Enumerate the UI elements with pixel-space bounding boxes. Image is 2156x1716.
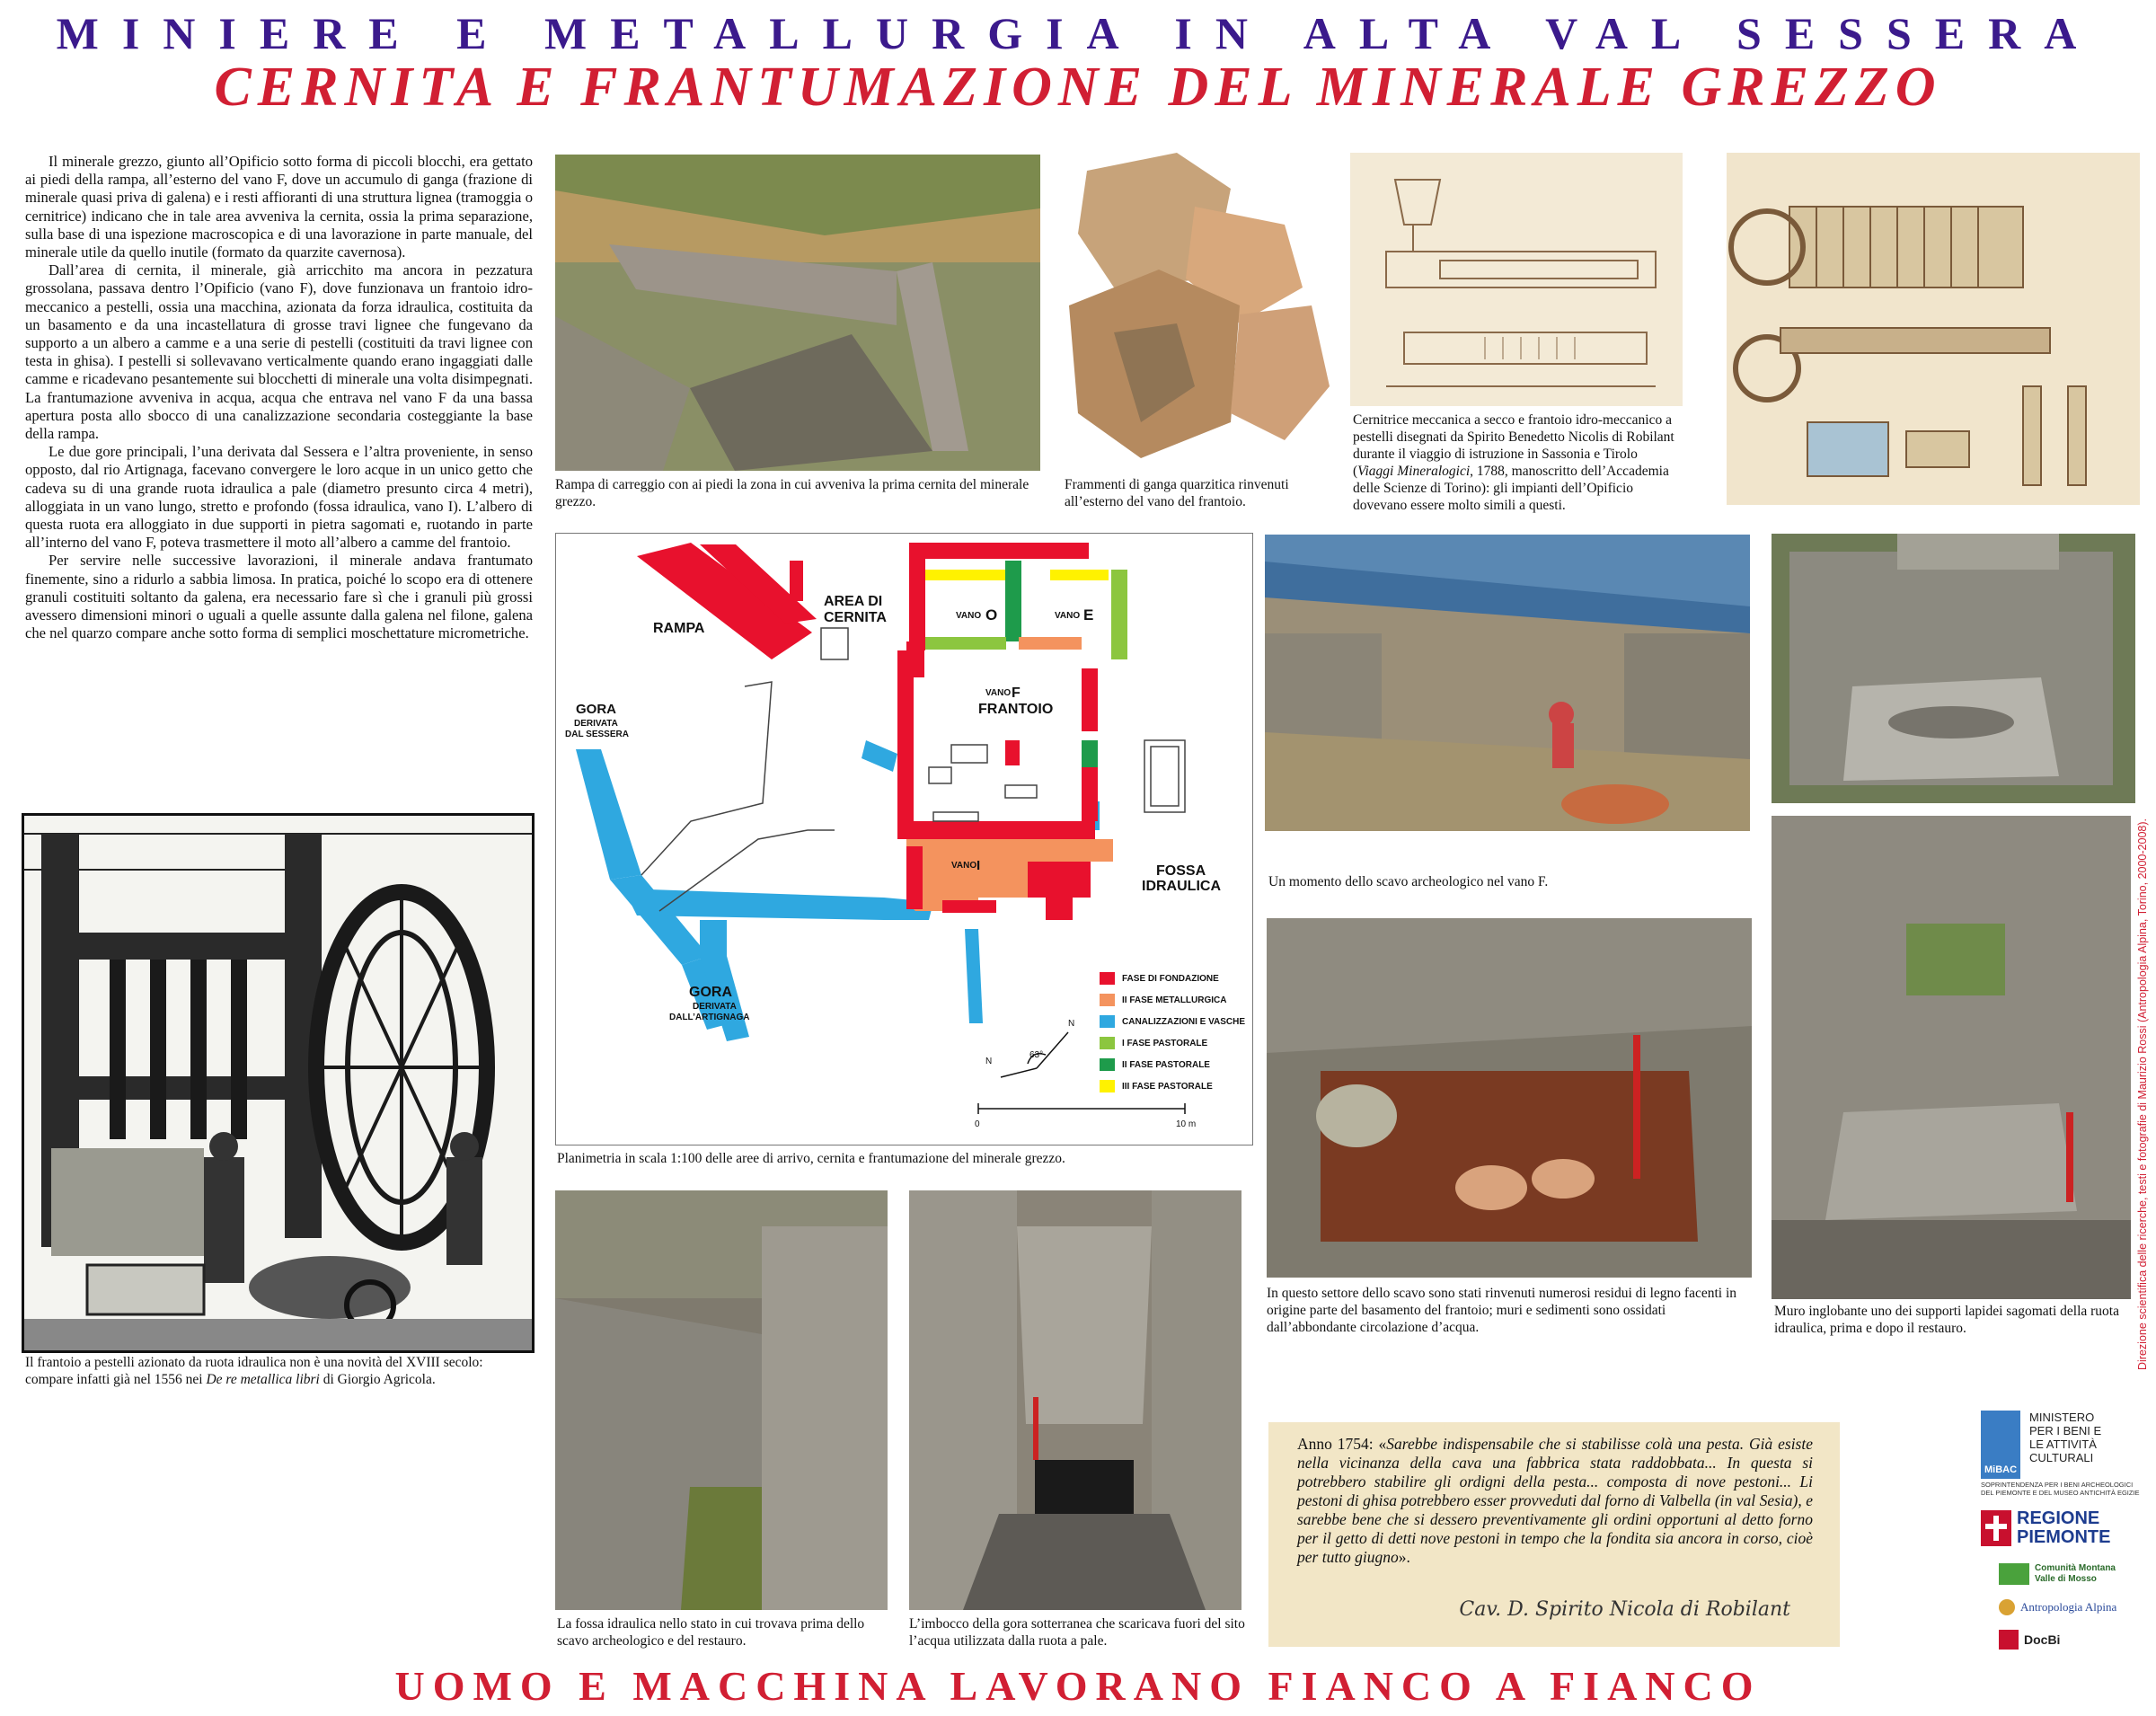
letter-quote-text xyxy=(1268,1422,1840,1567)
mibac-label: MiBAC xyxy=(1984,1464,2018,1475)
frantoio-drawing xyxy=(1727,153,2140,505)
label-gora-artignaga-sub: DALL’ARTIGNAGA xyxy=(669,1013,750,1022)
label-fossa-idraulica: FOSSA xyxy=(1156,863,1206,879)
legend-swatch xyxy=(1100,1037,1115,1049)
poster-title: MINIERE E METALLURGIA IN ALTA VAL SESSERA xyxy=(56,8,2100,58)
caption-settore: In questo settore dello scavo sono stati rinvenuti numerosi residui di legno facenti in origine parte del basamento del frantoio; muri e sedimenti sono ossidati dall’abbondante circolazione d’acqua. xyxy=(1267,1286,1737,1335)
body-paragraph: Le due gore principali, l’una derivata dal Sessera e l’altra proveniente, in senso opposto, dal rio Artignaga, facevano convergere le loro acque in un unico getto che cadeva su di una grande ruota idraulica a pale (diametro presunto circa 4 metri), alloggiata in un vano lungo, stretto e profondo (fossa idraulica, vano I). L’albero di questa ruota era alloggiato in due supporti in pietra sagomati e, ruotando in parte all’interno del vano F, poteva trasmettere il moto all’albero a camme del frantoio. xyxy=(25,443,533,552)
antropologia-alpina-logo xyxy=(1999,1599,2152,1615)
muro-before-photo xyxy=(1772,534,2135,803)
legend-label: CANALIZZAZIONI E VASCHE xyxy=(1122,1016,1246,1027)
rampa-photo xyxy=(555,155,1040,471)
legend-swatch xyxy=(1100,994,1115,1006)
caption-text: Cernitrice meccanica a secco e frantoio idro-meccanico a pestelli disegnati da Spirito Benedetto Nicolis di Robilant durante il viaggio di istruzione in Sassonia e Tirolo ( xyxy=(1353,412,1674,479)
credits-vertical xyxy=(2136,813,2156,1370)
body-text xyxy=(25,153,533,642)
planimetria-plan xyxy=(555,533,1253,1145)
mibac-mark xyxy=(1981,1411,2020,1479)
legend-label: II FASE METALLURGICA xyxy=(1122,995,1227,1005)
legend-label: III FASE PASTORALE xyxy=(1122,1081,1213,1092)
legend-item xyxy=(1100,1054,1252,1075)
gora-artignaga-canal xyxy=(623,889,884,920)
label-vano-e: E xyxy=(1083,606,1094,624)
docbi-text: DocBi xyxy=(2024,1632,2061,1647)
caption-muro: Muro inglobante uno dei supporti lapidei sagomati della ruota idraulica, prima e dopo il restauro. xyxy=(1774,1304,2119,1336)
legend-label: FASE DI FONDAZIONE xyxy=(1122,973,1219,984)
label-vano-f: F xyxy=(1012,686,1021,701)
label-vano-i: VANO xyxy=(951,861,977,871)
caption-italic: De re metallica libri xyxy=(206,1372,320,1387)
caption-imbocco: L’imbocco della gora sotterranea che scaricava fuori del sito l’acqua utilizzata dalla ruota a pale. xyxy=(909,1616,1245,1649)
caption-cernitrice xyxy=(1353,411,1681,514)
caption-rampa: Rampa di carreggio con ai piedi la zona in cui avveniva la prima cernita del minerale grezzo. xyxy=(555,477,1029,509)
ministero-text: LE ATTIVITÀ xyxy=(2029,1437,2097,1451)
letter-lead: Anno 1754: « xyxy=(1297,1435,1387,1453)
caption-text: Il frantoio a pestelli azionato da ruota idraulica non è una novità del XVIII secolo: compare infatti già nel 1556 nei xyxy=(25,1355,483,1387)
frammenti-photo xyxy=(1060,153,1330,469)
comunita-text: Comunità Montana xyxy=(2035,1563,2116,1573)
label-vano-e: VANO xyxy=(1055,611,1081,621)
label-fossa-idraulica: IDRAULICA xyxy=(1142,879,1221,894)
antropologia-text: Antropologia Alpina xyxy=(2020,1600,2117,1614)
legend-label: I FASE PASTORALE xyxy=(1122,1038,1208,1048)
fossa-idraulica-photo xyxy=(555,1190,888,1610)
north-magnetic-label: N xyxy=(985,1057,993,1066)
body-paragraph: Il minerale grezzo, giunto all’Opificio sotto forma di piccoli blocchi, era gettato ai piedi della rampa, all’esterno del vano F, dove un accumulo di ganga (frazione di minerale quasi priva di galena) e i resti affioranti di una struttura lignea (tramoggia o cernitrice) indicano che in tale area avveniva la cernita, ossia la prima separazione, sulla base di una ispezione macroscopica e di una lavorazione in parte manuale, del minerale utile da quello inutile (formato da quarzite cavernosa). xyxy=(25,153,533,261)
legend-item xyxy=(1100,968,1252,989)
regione-shield-icon xyxy=(1981,1510,2011,1546)
label-gora-artignaga-sub: DERIVATA xyxy=(693,1002,737,1012)
ministero-text: MINISTERO xyxy=(2029,1411,2095,1424)
comunita-mark xyxy=(1999,1563,2029,1585)
label-vano-f: VANO xyxy=(985,688,1012,698)
mibac-logo xyxy=(1981,1411,2152,1479)
body-paragraph: Dall’area di cernita, il minerale, già arricchito ma ancora in pezzatura grossolana, passava dentro l’Opificio (vano F), dove funzionava un frantoio idro-meccanico a pestelli, ossia una macchina, azionata da forza idraulica, costituita da un basamento e da una incastellatura di grosse travi lignee che fungevano da supporto a un albero a camme e a una serie di pestelli (costituiti da travi lignee con testa in ghisa). I pestelli si sollevavano verticalmente quando erano ingaggiati dalle camme e ricadevano pesantemente sui blocchetti di minerale una volta disimpegnati. La frantumazione avveniva in acqua, acqua che entrava nel vano F da una bassa apertura posta allo sbocco di una canalizzazione secondaria costeggiante la base della rampa. xyxy=(25,261,533,443)
caption-scavo-f: Un momento dello scavo archeologico nel vano F. xyxy=(1268,874,1549,889)
caption-frantoio xyxy=(25,1354,533,1388)
plan-legend xyxy=(1100,968,1252,1097)
docbi-logo xyxy=(1999,1630,2152,1650)
north-geographic-label: N xyxy=(1068,1019,1075,1029)
legend-swatch xyxy=(1100,1080,1115,1092)
label-gora-sessera-sub: DAL SESSERA xyxy=(565,730,629,739)
caption-frammenti: Frammenti di ganga quarzitica rinvenuti all’esterno del vano del frantoio. xyxy=(1065,477,1289,509)
legend-item xyxy=(1100,1075,1252,1097)
soprintendenza-text: SOPRINTENDENZA PER I BENI ARCHEOLOGICI DEL PIEMONTE E DEL MUSEO ANTICHITÀ EGIZIE xyxy=(1981,1481,2140,1497)
letter-signature: Cav. D. Spirito Nicola di Robilant xyxy=(1459,1598,1790,1621)
imbocco-gora-photo xyxy=(909,1190,1241,1610)
scavo-vano-f-photo xyxy=(1265,535,1750,831)
caption-planimetria: Planimetria in scala 1:100 delle aree di arrivo, cernita e frantumazione del minerale grezzo. xyxy=(557,1151,1065,1166)
legend-item xyxy=(1100,1032,1252,1054)
caption-text: , 1788, manoscritto dell’Accademia delle Scienze di Torino): gli impianti dell’Opificio dovevano essere molto simili a questi. xyxy=(1353,464,1669,513)
gora-sessera-canal xyxy=(610,875,709,965)
sponsor-logos xyxy=(1981,1411,2152,1650)
label-vano-o: O xyxy=(985,606,998,624)
label-gora-artignaga: GORA xyxy=(689,985,732,1000)
label-frantoio: FRANTOIO xyxy=(978,702,1054,717)
scale-label: 0 xyxy=(975,1119,980,1129)
legend-swatch xyxy=(1100,1015,1115,1028)
regione-piemonte-logo xyxy=(1981,1509,2152,1547)
label-area-cernita: CERNITA xyxy=(824,610,887,625)
label-vano-i: I xyxy=(976,858,981,873)
regione-text: REGIONE xyxy=(2017,1508,2100,1528)
scale-label: 10 m xyxy=(1176,1119,1197,1129)
label-area-cernita: AREA DI xyxy=(824,594,883,609)
muro-after-photo xyxy=(1772,816,2131,1299)
legend-item xyxy=(1100,1011,1252,1032)
woodcut-frantoio-image xyxy=(22,813,535,1353)
docbi-mark xyxy=(1999,1630,2019,1650)
body-paragraph: Per servire nelle successive lavorazioni, il minerale andava frantumato finemente, sino a ridurlo a sabbia limosa. In pratica, poiché lo scopo era di ottenere granuli costituiti soltanto da galena, era necessario fare sì che i granuli più grossi avessero dimensioni minori o uguali a quelle assunte dalla galena nel filone, galena che nel quarzo compare anche sotto forma di semplici moschettature micrometriche. xyxy=(25,552,533,642)
caption-fossa: La fossa idraulica nello stato in cui trovava prima dello scavo archeologico e del restauro. xyxy=(557,1616,865,1649)
ministero-text: PER I BENI E xyxy=(2029,1424,2102,1437)
credits-text: Direzione scientifica delle ricerche, testi e fotografie di Maurizio Rossi (Antropologia Alpina, Torino, 2000-2008). xyxy=(2136,818,2149,1370)
label-gora-sessera: GORA xyxy=(576,702,616,717)
gora-sessera-canal xyxy=(576,749,641,880)
legend-swatch xyxy=(1100,1058,1115,1071)
label-gora-sessera-sub: DERIVATA xyxy=(574,719,618,729)
ministero-text: CULTURALI xyxy=(2029,1451,2094,1464)
legend-label: II FASE PASTORALE xyxy=(1122,1059,1210,1070)
poster-subtitle: CERNITA E FRANTUMAZIONE DEL MINERALE GREZZO xyxy=(214,57,1942,118)
letter-quote-box xyxy=(1268,1422,1840,1647)
north-angle-label: 63° xyxy=(1029,1050,1044,1060)
antropologia-mark xyxy=(1999,1599,2015,1615)
cernitrice-drawing xyxy=(1350,153,1683,406)
legend-item xyxy=(1100,989,1252,1011)
label-rampa: RAMPA xyxy=(653,621,705,636)
comunita-montana-logo xyxy=(1999,1563,2152,1585)
regione-text: PIEMONTE xyxy=(2017,1527,2111,1547)
letter-italic: Sarebbe indispensabile che si stabilisse colà una pesta. Già esiste nella vicinanza della cava una fabbrica stata raddobbata... In questa si potrebbero stabilire gli ordigni della pesta... composta di nove pestoni... Li pestoni di ghisa potrebbero esser provveduti dal forno di Valbella (in val Sesia), e sarebbe bene che si dessero preventivamente gli ordini opportuni al detto forno per il getto di detti nove pestoni in tempo che la fondita sia ancora in corso, cioè per tutto giugno xyxy=(1297,1435,1813,1566)
caption-italic: Viaggi Mineralogici xyxy=(1357,464,1471,479)
legend-swatch xyxy=(1100,972,1115,985)
label-vano-o: VANO xyxy=(956,611,982,621)
caption-text: di Giorgio Agricola. xyxy=(319,1372,436,1387)
comunita-text: Valle di Mosso xyxy=(2035,1574,2097,1584)
settore-scavo-photo xyxy=(1267,918,1752,1278)
letter-end: ». xyxy=(1398,1548,1410,1566)
poster-footer: UOMO E MACCHINA LAVORANO FIANCO A FIANCO xyxy=(394,1663,1762,1709)
